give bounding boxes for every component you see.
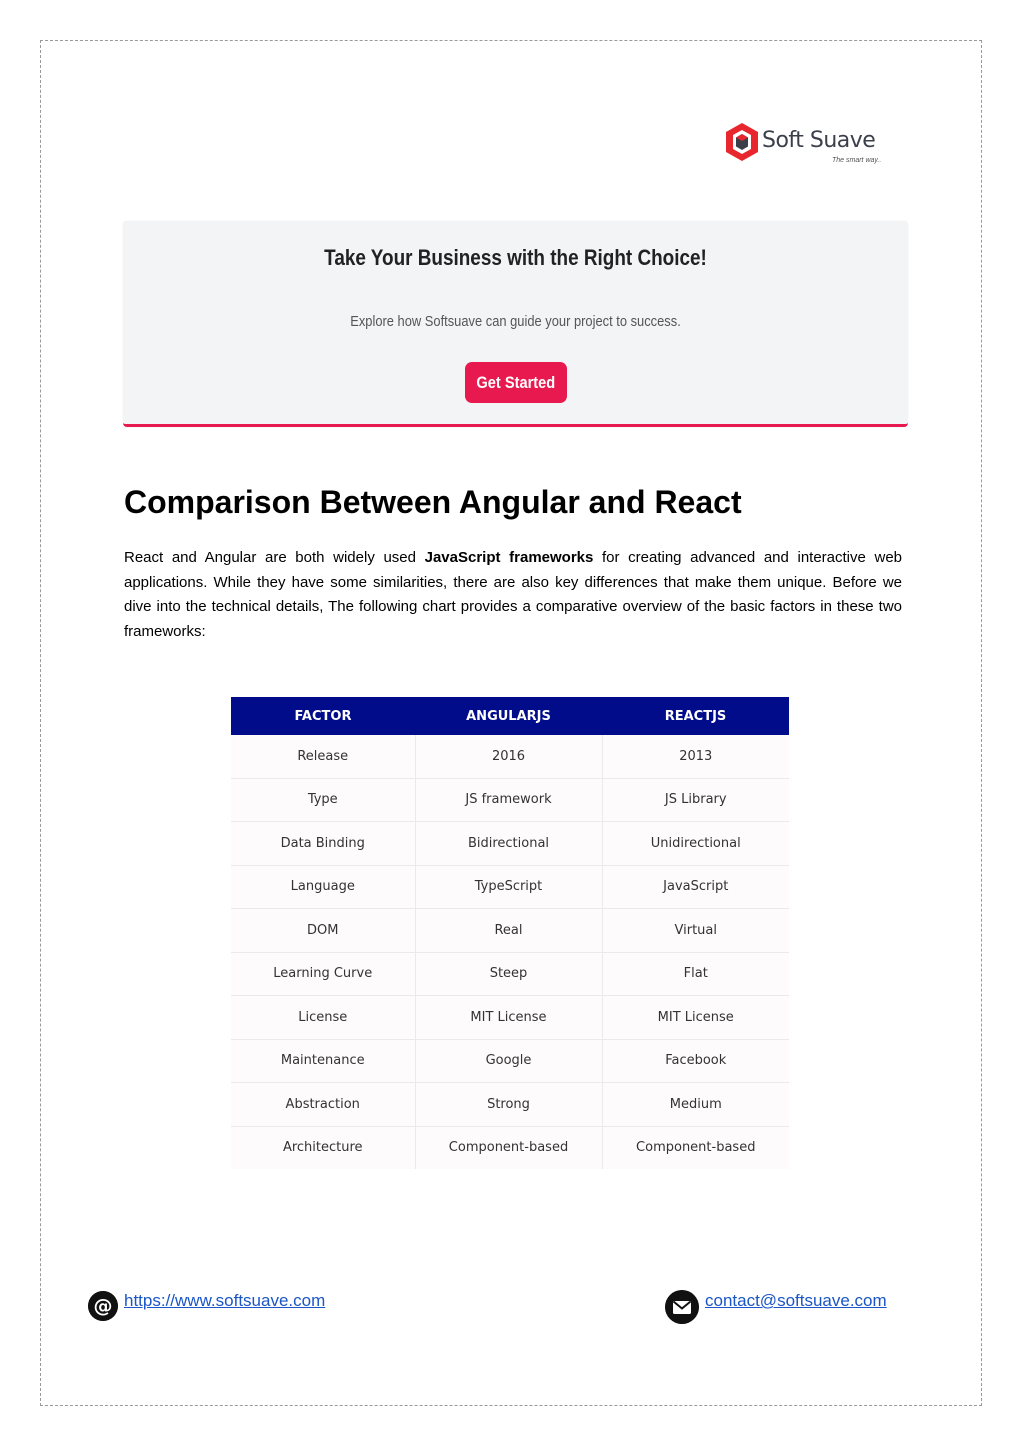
react-cell: Unidirectional — [602, 822, 789, 866]
react-cell: Flat — [602, 952, 789, 996]
angular-cell: Bidirectional — [415, 822, 602, 866]
email-link[interactable]: contact@softsuave.com — [705, 1291, 887, 1310]
angular-cell: Strong — [415, 1083, 602, 1127]
angular-cell: Steep — [415, 952, 602, 996]
logo-name: Soft Suave — [762, 128, 876, 153]
react-cell: JavaScript — [602, 865, 789, 909]
angular-cell: MIT License — [415, 996, 602, 1040]
table-row — [231, 735, 789, 778]
header-angularjs: ANGULARJS — [415, 697, 602, 735]
get-started-button[interactable] — [465, 362, 567, 403]
intro-text-end: for creating advanced and interactive web applications. While they have some similarities, there are also key differences that make them unique. Before we dive into the technical details, The following chart provides a comparative overview of the basic factors in these two frameworks: — [124, 549, 903, 640]
at-sign-icon — [88, 1291, 118, 1321]
brand-logo[interactable] — [724, 122, 889, 168]
header-reactjs: REACTJS — [602, 697, 789, 735]
angular-cell: 2016 — [415, 735, 602, 778]
react-cell: Component-based — [602, 1126, 789, 1169]
get-started-label: Get Started — [476, 373, 556, 392]
factor-cell: Type — [231, 778, 415, 822]
cta-subtitle: Explore how Softsuave can guide your project to success. — [350, 313, 681, 330]
intro-bold-link: JavaScript frameworks — [424, 549, 594, 566]
cta-title: Take Your Business with the Right Choice! — [324, 245, 707, 270]
factor-cell: Release — [231, 735, 415, 778]
envelope-icon — [665, 1290, 699, 1324]
comparison-table — [231, 697, 789, 1169]
header-factor: FACTOR — [231, 697, 415, 735]
angular-cell: Google — [415, 1039, 602, 1083]
softsuave-logo-icon — [724, 122, 760, 162]
table-row — [231, 909, 789, 953]
factor-cell: License — [231, 996, 415, 1040]
table-row — [231, 1126, 789, 1169]
logo-tagline: The smart way.. — [832, 157, 882, 164]
svg-text:@: @ — [93, 1295, 113, 1317]
factor-cell: DOM — [231, 909, 415, 953]
react-cell: Facebook — [602, 1039, 789, 1083]
table-row — [231, 865, 789, 909]
table-row — [231, 1039, 789, 1083]
table-row — [231, 778, 789, 822]
react-cell: Medium — [602, 1083, 789, 1127]
angular-cell: JS framework — [415, 778, 602, 822]
react-cell: Virtual — [602, 909, 789, 953]
page-title: Comparison Between Angular and React — [124, 484, 742, 520]
table-row — [231, 996, 789, 1040]
angular-cell: Real — [415, 909, 602, 953]
factor-cell: Data Binding — [231, 822, 415, 866]
angular-cell: TypeScript — [415, 865, 602, 909]
react-cell: MIT License — [602, 996, 789, 1040]
table-header-row — [231, 697, 789, 735]
table-row — [231, 822, 789, 866]
factor-cell: Maintenance — [231, 1039, 415, 1083]
factor-cell: Language — [231, 865, 415, 909]
factor-cell: Abstraction — [231, 1083, 415, 1127]
intro-paragraph — [124, 546, 902, 644]
react-cell: JS Library — [602, 778, 789, 822]
table-row — [231, 1083, 789, 1127]
table-row — [231, 952, 789, 996]
factor-cell: Learning Curve — [231, 952, 415, 996]
cta-banner — [123, 221, 908, 427]
website-link[interactable]: https://www.softsuave.com — [124, 1291, 326, 1310]
react-cell: 2013 — [602, 735, 789, 778]
angular-cell: Component-based — [415, 1126, 602, 1169]
factor-cell: Architecture — [231, 1126, 415, 1169]
intro-text-start: React and Angular are both widely used — [124, 549, 425, 566]
